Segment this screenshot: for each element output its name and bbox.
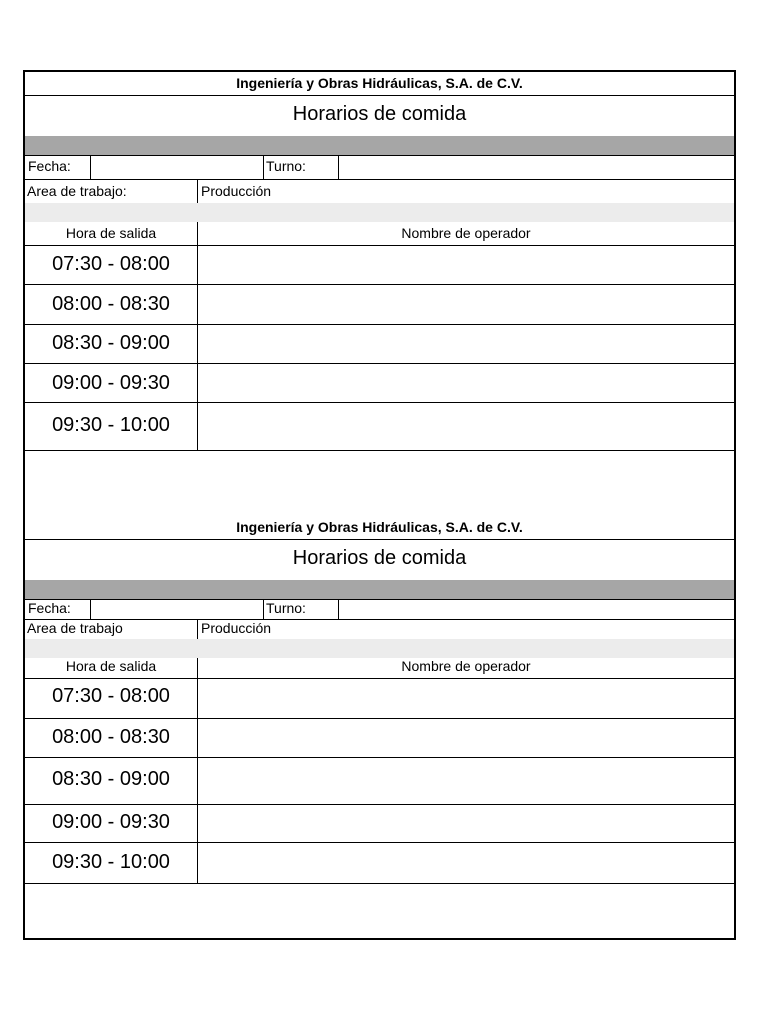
area-label-1: Area de trabajo: bbox=[27, 183, 127, 199]
operator-cell-1-1[interactable] bbox=[198, 246, 734, 284]
area-label-2: Area de trabajo bbox=[27, 620, 123, 636]
operator-cell-1-5[interactable] bbox=[198, 403, 734, 449]
fecha-label-2: Fecha: bbox=[28, 600, 71, 616]
form-title-1: Horarios de comida bbox=[292, 103, 467, 125]
slot-2-2: 08:00 - 08:30 bbox=[52, 726, 170, 748]
slot-1-5: 09:30 - 10:00 bbox=[52, 414, 170, 436]
turno-label-2: Turno: bbox=[266, 600, 306, 616]
slot-2-4: 09:00 - 09:30 bbox=[52, 811, 170, 833]
operator-cell-1-4[interactable] bbox=[198, 364, 734, 402]
slot-1-2: 08:00 - 08:30 bbox=[52, 293, 170, 315]
slot-2-3: 08:30 - 09:00 bbox=[52, 768, 170, 790]
slot-1-3: 08:30 - 09:00 bbox=[52, 332, 170, 354]
operator-cell-1-3[interactable] bbox=[198, 325, 734, 363]
turno-label-1: Turno: bbox=[266, 158, 306, 174]
area-value-2: Producción bbox=[201, 620, 272, 636]
fecha-field-2[interactable] bbox=[91, 600, 263, 618]
turno-field-2[interactable] bbox=[339, 600, 734, 618]
company-name-2: Ingeniería y Obras Hidráulicas, S.A. de C.V. bbox=[236, 519, 523, 535]
col-nombre-2: Nombre de operador bbox=[401, 658, 531, 674]
grey-band-1 bbox=[25, 136, 734, 155]
col-hora-2: Hora de salida bbox=[65, 658, 157, 674]
company-name-1: Ingeniería y Obras Hidráulicas, S.A. de C.V. bbox=[236, 75, 523, 91]
slot-2-5: 09:30 - 10:00 bbox=[52, 851, 170, 873]
col-hora-1: Hora de salida bbox=[65, 225, 157, 241]
turno-field-1[interactable] bbox=[339, 156, 734, 178]
operator-cell-2-2[interactable] bbox=[198, 719, 734, 757]
light-band-2 bbox=[25, 639, 734, 658]
operator-cell-2-3[interactable] bbox=[198, 758, 734, 803]
slot-1-1: 07:30 - 08:00 bbox=[52, 253, 170, 275]
lunch-schedule-sheet bbox=[23, 70, 736, 940]
operator-cell-2-4[interactable] bbox=[198, 805, 734, 842]
operator-cell-2-1[interactable] bbox=[198, 679, 734, 717]
slot-2-1: 07:30 - 08:00 bbox=[52, 685, 170, 707]
operator-cell-1-2[interactable] bbox=[198, 285, 734, 323]
fecha-label-1: Fecha: bbox=[28, 158, 71, 174]
col-nombre-1: Nombre de operador bbox=[401, 225, 531, 241]
area-value-1: Producción bbox=[201, 183, 272, 199]
fecha-field-1[interactable] bbox=[91, 156, 263, 178]
form-title-2: Horarios de comida bbox=[292, 547, 467, 569]
operator-cell-2-5[interactable] bbox=[198, 843, 734, 883]
slot-1-4: 09:00 - 09:30 bbox=[52, 372, 170, 394]
grey-band-2 bbox=[25, 580, 734, 599]
light-band-1 bbox=[25, 203, 734, 222]
